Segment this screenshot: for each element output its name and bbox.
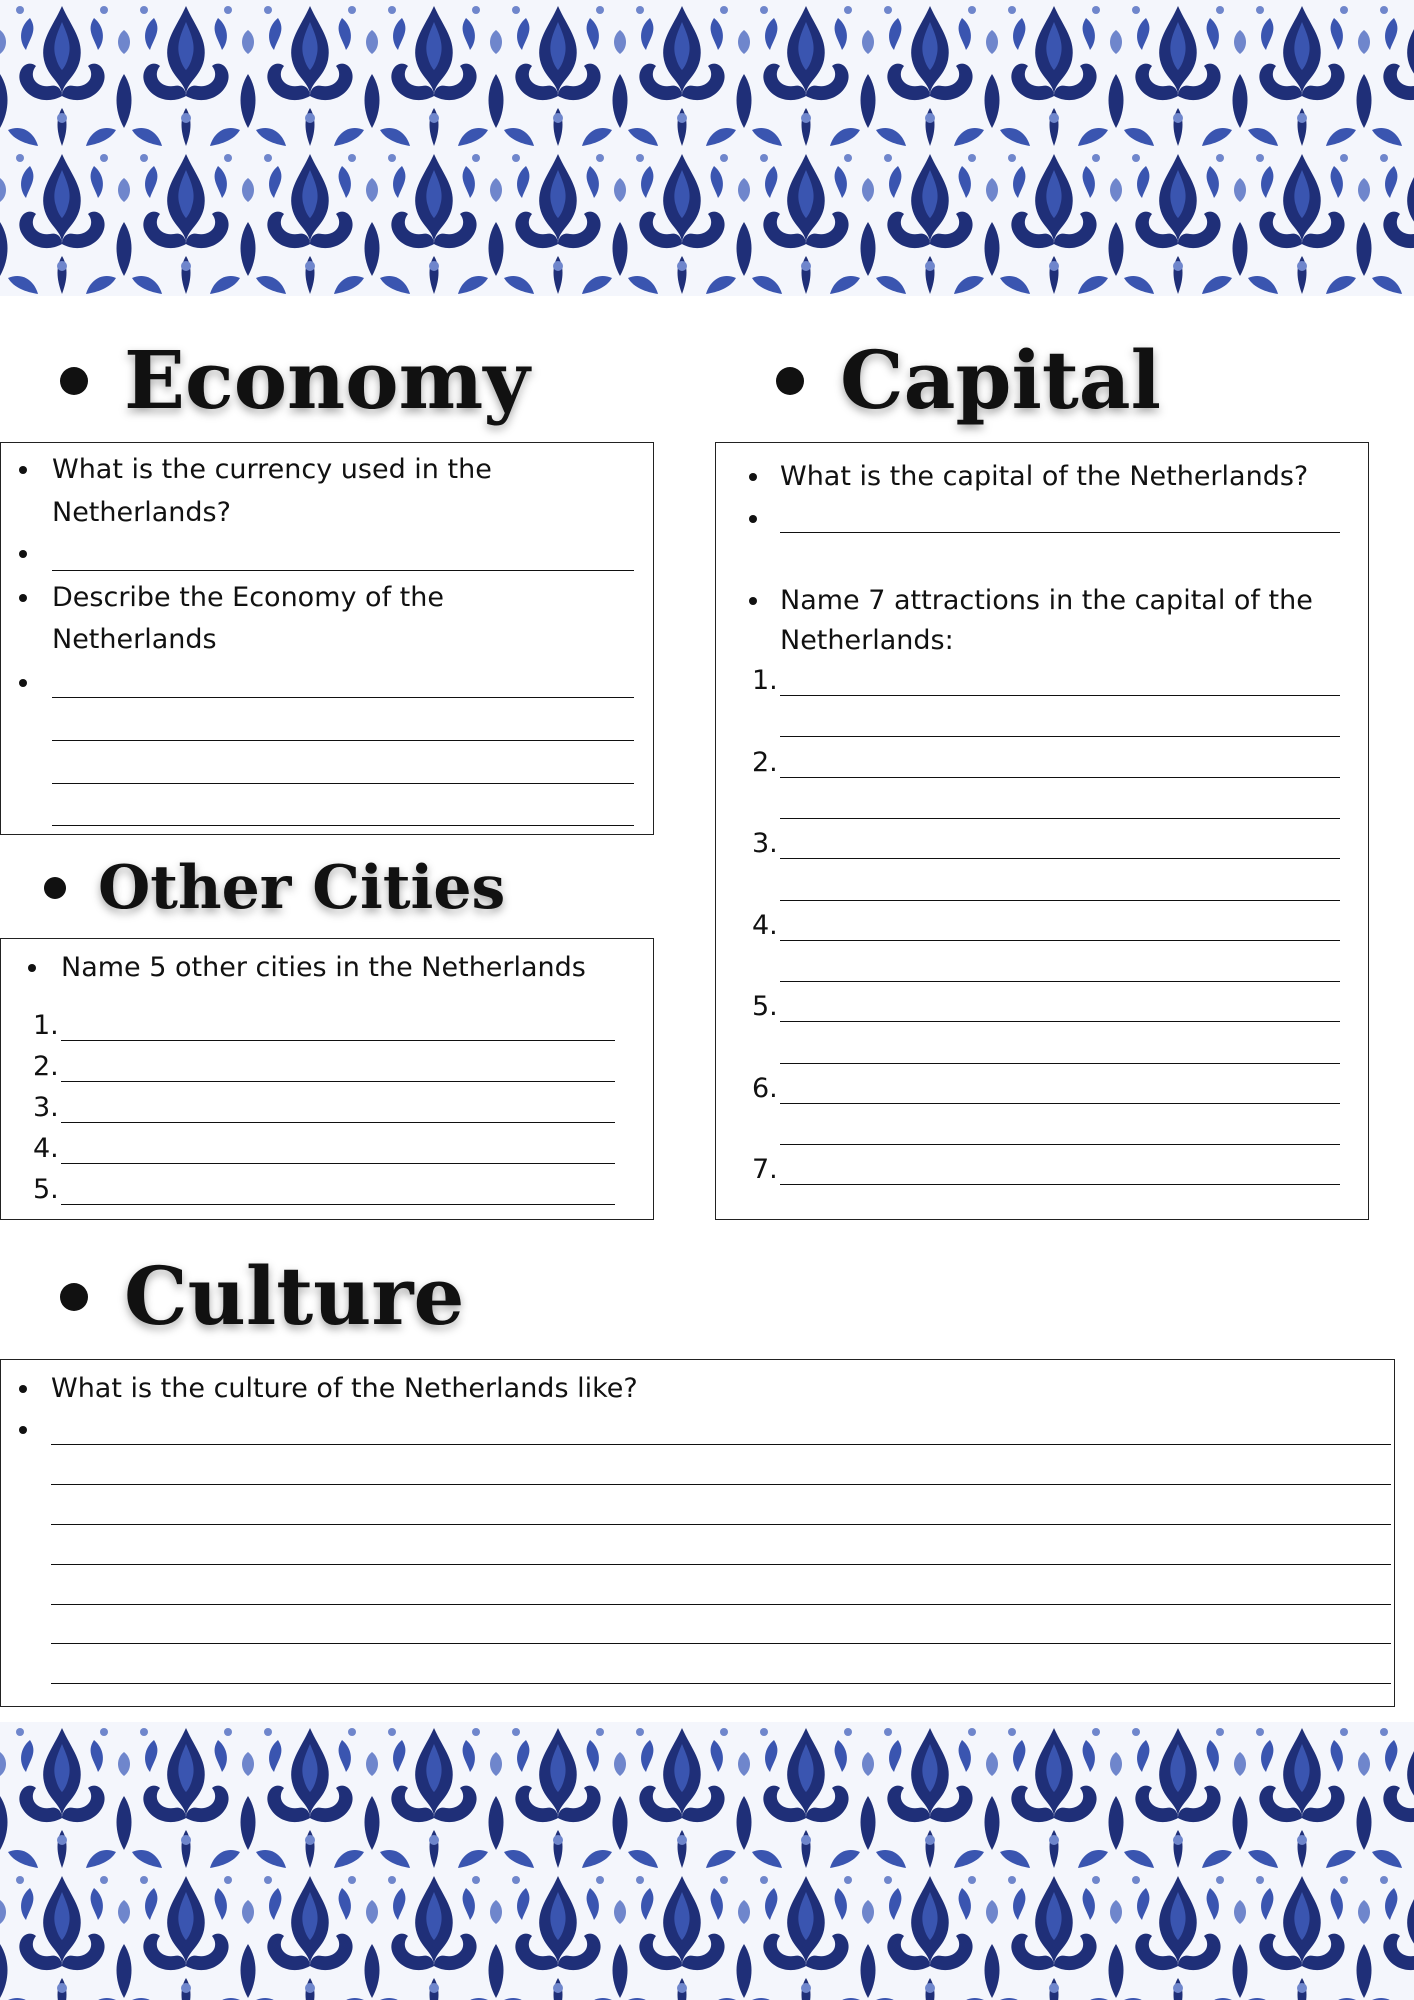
answer-line[interactable]	[51, 1524, 1391, 1525]
answer-line[interactable]	[52, 740, 634, 741]
economy-question-1-continued: Netherlands?	[52, 497, 231, 528]
list-number: 4.	[752, 910, 778, 941]
answer-line[interactable]	[780, 1184, 1340, 1185]
answer-line[interactable]	[780, 695, 1340, 696]
economy-title: Economy	[124, 333, 530, 427]
list-number: 4.	[33, 1133, 59, 1164]
heading-bullet	[44, 877, 66, 899]
answer-line[interactable]	[61, 1122, 615, 1123]
answer-line[interactable]	[61, 1040, 615, 1041]
answer-line[interactable]	[51, 1643, 1391, 1644]
economy-question-2-continued: Netherlands	[52, 624, 217, 655]
list-number: 7.	[752, 1154, 778, 1185]
economy-question-2: Describe the Economy of the	[52, 582, 444, 613]
bullet	[19, 1385, 27, 1393]
economy-heading	[60, 333, 530, 427]
list-number: 2.	[752, 747, 778, 778]
list-number: 2.	[33, 1051, 59, 1082]
answer-line[interactable]	[52, 570, 634, 571]
culture-box	[0, 1359, 1395, 1707]
culture-heading	[60, 1249, 465, 1343]
answer-line[interactable]	[780, 818, 1340, 819]
heading-bullet	[776, 367, 804, 395]
capital-title: Capital	[840, 333, 1162, 427]
answer-line[interactable]	[780, 1021, 1340, 1022]
bullet	[19, 679, 27, 687]
capital-heading	[776, 333, 1162, 427]
answer-line[interactable]	[61, 1081, 615, 1082]
answer-line[interactable]	[780, 900, 1340, 901]
answer-line[interactable]	[780, 1063, 1340, 1064]
heading-bullet	[60, 1283, 88, 1311]
culture-question: What is the culture of the Netherlands like?	[51, 1373, 638, 1404]
bullet	[19, 550, 27, 558]
bullet	[28, 964, 36, 972]
list-number: 3.	[752, 828, 778, 859]
answer-line[interactable]	[51, 1484, 1391, 1485]
bullet	[19, 594, 27, 602]
list-number: 5.	[33, 1174, 59, 1205]
answer-line[interactable]	[51, 1683, 1391, 1684]
answer-line[interactable]	[780, 532, 1340, 533]
bullet	[19, 466, 27, 474]
answer-line[interactable]	[780, 1103, 1340, 1104]
other-cities-title: Other Cities	[98, 853, 506, 923]
bullet	[749, 515, 757, 523]
capital-question-1: What is the capital of the Netherlands?	[780, 461, 1309, 492]
answer-line[interactable]	[780, 736, 1340, 737]
heading-bullet	[60, 367, 88, 395]
list-number: 1.	[752, 665, 778, 696]
other-cities-question: Name 5 other cities in the Netherlands	[61, 952, 586, 983]
answer-line[interactable]	[52, 825, 634, 826]
bottom-pattern-banner	[0, 1722, 1414, 2000]
list-number: 6.	[752, 1073, 778, 1104]
capital-question-2: Name 7 attractions in the capital of the	[780, 585, 1313, 616]
list-number: 3.	[33, 1092, 59, 1123]
top-pattern-banner	[0, 0, 1414, 296]
answer-line[interactable]	[51, 1564, 1391, 1565]
bullet	[749, 597, 757, 605]
answer-line[interactable]	[61, 1204, 615, 1205]
other-cities-heading	[44, 853, 506, 923]
answer-line[interactable]	[61, 1163, 615, 1164]
answer-line[interactable]	[52, 697, 634, 698]
list-number: 1.	[33, 1010, 59, 1041]
economy-question-1: What is the currency used in the	[52, 454, 492, 485]
answer-line[interactable]	[780, 858, 1340, 859]
answer-line[interactable]	[780, 777, 1340, 778]
culture-title: Culture	[124, 1249, 465, 1343]
answer-line[interactable]	[780, 1144, 1340, 1145]
bullet	[19, 1426, 27, 1434]
capital-question-2-continued: Netherlands:	[780, 625, 954, 656]
answer-line[interactable]	[51, 1604, 1391, 1605]
answer-line[interactable]	[780, 940, 1340, 941]
bullet	[749, 473, 757, 481]
list-number: 5.	[752, 991, 778, 1022]
answer-line[interactable]	[780, 981, 1340, 982]
answer-line[interactable]	[51, 1444, 1391, 1445]
answer-line[interactable]	[52, 783, 634, 784]
